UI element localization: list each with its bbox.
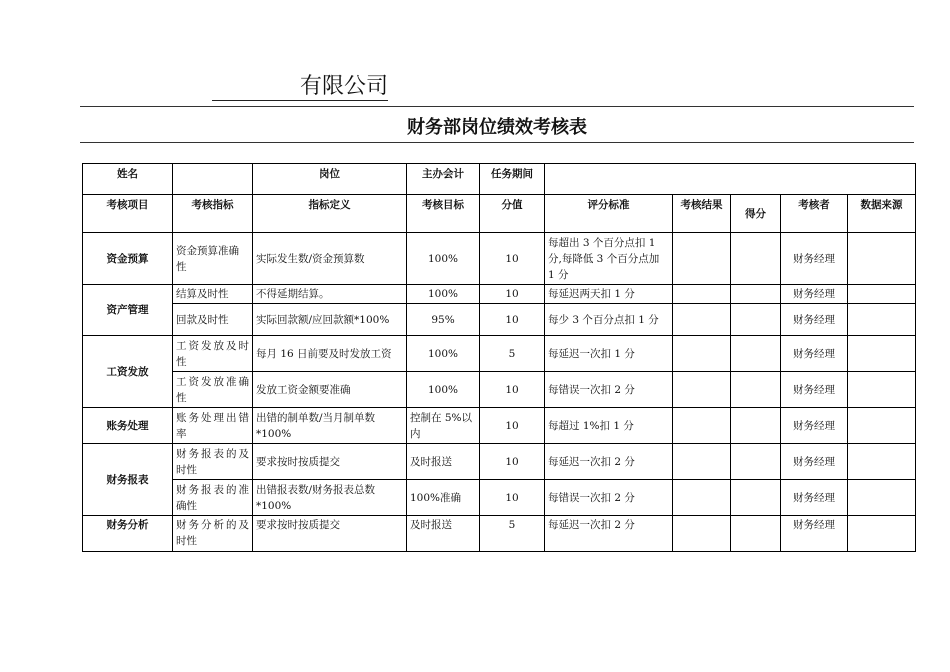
criteria-cell: 每延迟两天扣 1 分 bbox=[545, 285, 673, 304]
source-cell[interactable] bbox=[848, 516, 916, 552]
indicator-cell: 账务处理出错率 bbox=[173, 408, 253, 444]
assessor-cell: 财务经理 bbox=[781, 285, 848, 304]
col-result: 考核结果 bbox=[673, 195, 731, 233]
score-cell[interactable] bbox=[731, 233, 781, 285]
category-cell: 财务报表 bbox=[83, 444, 173, 516]
criteria-cell: 每超过 1%扣 1 分 bbox=[545, 408, 673, 444]
criteria-cell: 每少 3 个百分点扣 1 分 bbox=[545, 304, 673, 336]
assessor-cell: 财务经理 bbox=[781, 304, 848, 336]
definition-cell: 要求按时按质提交 bbox=[253, 516, 407, 552]
value-cell: 10 bbox=[480, 285, 545, 304]
col-target: 考核目标 bbox=[407, 195, 480, 233]
col-score-value: 分值 bbox=[480, 195, 545, 233]
value-cell: 10 bbox=[480, 408, 545, 444]
score-cell[interactable] bbox=[731, 336, 781, 372]
source-cell[interactable] bbox=[848, 233, 916, 285]
source-cell[interactable] bbox=[848, 408, 916, 444]
source-cell[interactable] bbox=[848, 304, 916, 336]
table-row bbox=[83, 336, 916, 372]
source-cell[interactable] bbox=[848, 480, 916, 516]
criteria-cell: 每错误一次扣 2 分 bbox=[545, 372, 673, 408]
col-definition: 指标定义 bbox=[253, 195, 407, 233]
definition-cell: 出错的制单数/当月制单数*100% bbox=[253, 408, 407, 444]
criteria-cell: 每延迟一次扣 2 分 bbox=[545, 516, 673, 552]
indicator-cell: 财务分析的及时性 bbox=[173, 516, 253, 552]
indicator-cell: 结算及时性 bbox=[173, 285, 253, 304]
category-cell: 财务分析 bbox=[83, 516, 173, 552]
source-cell[interactable] bbox=[848, 285, 916, 304]
score-cell[interactable] bbox=[731, 304, 781, 336]
indicator-cell: 财务报表的及时性 bbox=[173, 444, 253, 480]
value-cell: 10 bbox=[480, 233, 545, 285]
category-cell: 资产管理 bbox=[83, 285, 173, 336]
assessment-table bbox=[82, 163, 916, 552]
source-cell[interactable] bbox=[848, 372, 916, 408]
target-cell: 及时报送 bbox=[407, 444, 480, 480]
score-cell[interactable] bbox=[731, 444, 781, 480]
definition-cell: 每月 16 日前要及时发放工资 bbox=[253, 336, 407, 372]
info-row bbox=[83, 164, 916, 195]
target-cell: 及时报送 bbox=[407, 516, 480, 552]
value-cell: 10 bbox=[480, 372, 545, 408]
target-cell: 控制在 5%以内 bbox=[407, 408, 480, 444]
score-cell[interactable] bbox=[731, 480, 781, 516]
table-row bbox=[83, 372, 916, 408]
position-value: 主办会计 bbox=[407, 164, 480, 195]
result-cell[interactable] bbox=[673, 372, 731, 408]
value-cell: 10 bbox=[480, 480, 545, 516]
target-cell: 100% bbox=[407, 233, 480, 285]
top-divider bbox=[80, 106, 914, 107]
value-cell: 10 bbox=[480, 444, 545, 480]
assessor-cell: 财务经理 bbox=[781, 516, 848, 552]
result-cell[interactable] bbox=[673, 444, 731, 480]
table-row bbox=[83, 304, 916, 336]
definition-cell: 不得延期结算。 bbox=[253, 285, 407, 304]
result-cell[interactable] bbox=[673, 285, 731, 304]
source-cell[interactable] bbox=[848, 336, 916, 372]
target-cell: 100%准确 bbox=[407, 480, 480, 516]
period-label: 任务期间 bbox=[480, 164, 545, 195]
table-row bbox=[83, 233, 916, 285]
name-value[interactable] bbox=[173, 164, 253, 195]
criteria-cell: 每延迟一次扣 1 分 bbox=[545, 336, 673, 372]
indicator-cell: 工资发放及时性 bbox=[173, 336, 253, 372]
result-cell[interactable] bbox=[673, 336, 731, 372]
score-cell[interactable] bbox=[731, 372, 781, 408]
criteria-cell: 每延迟一次扣 2 分 bbox=[545, 444, 673, 480]
category-cell: 账务处理 bbox=[83, 408, 173, 444]
company-name: 有限公司 bbox=[212, 70, 388, 101]
assessor-cell: 财务经理 bbox=[781, 372, 848, 408]
position-label: 岗位 bbox=[253, 164, 407, 195]
value-cell: 10 bbox=[480, 304, 545, 336]
result-cell[interactable] bbox=[673, 516, 731, 552]
assessor-cell: 财务经理 bbox=[781, 480, 848, 516]
assessor-cell: 财务经理 bbox=[781, 408, 848, 444]
value-cell: 5 bbox=[480, 336, 545, 372]
table-row bbox=[83, 408, 916, 444]
table-row bbox=[83, 285, 916, 304]
col-assessor: 考核者 bbox=[781, 195, 848, 233]
category-cell: 工资发放 bbox=[83, 336, 173, 408]
result-cell[interactable] bbox=[673, 408, 731, 444]
value-cell: 5 bbox=[480, 516, 545, 552]
category-cell: 资金预算 bbox=[83, 233, 173, 285]
definition-cell: 要求按时按质提交 bbox=[253, 444, 407, 480]
score-cell[interactable] bbox=[731, 285, 781, 304]
definition-cell: 实际发生数/资金预算数 bbox=[253, 233, 407, 285]
definition-cell: 出错报表数/财务报表总数*100% bbox=[253, 480, 407, 516]
indicator-cell: 财务报表的准确性 bbox=[173, 480, 253, 516]
col-source: 数据来源 bbox=[848, 195, 916, 233]
name-label: 姓名 bbox=[83, 164, 173, 195]
page-title: 财务部岗位绩效考核表 bbox=[407, 117, 587, 138]
definition-cell: 实际回款额/应回款额*100% bbox=[253, 304, 407, 336]
col-item: 考核项目 bbox=[83, 195, 173, 233]
score-cell[interactable] bbox=[731, 516, 781, 552]
table-row bbox=[83, 480, 916, 516]
assessor-cell: 财务经理 bbox=[781, 336, 848, 372]
criteria-cell: 每超出 3 个百分点扣 1 分,每降低 3 个百分点加 1 分 bbox=[545, 233, 673, 285]
score-cell[interactable] bbox=[731, 408, 781, 444]
title-divider bbox=[80, 142, 914, 143]
target-cell: 100% bbox=[407, 372, 480, 408]
assessor-cell: 财务经理 bbox=[781, 233, 848, 285]
result-cell[interactable] bbox=[673, 480, 731, 516]
period-value[interactable] bbox=[545, 164, 916, 195]
indicator-cell: 回款及时性 bbox=[173, 304, 253, 336]
result-cell[interactable] bbox=[673, 304, 731, 336]
table-row bbox=[83, 444, 916, 480]
definition-cell: 发放工资金额要准确 bbox=[253, 372, 407, 408]
col-indicator: 考核指标 bbox=[173, 195, 253, 233]
indicator-cell: 资金预算准确性 bbox=[173, 233, 253, 285]
source-cell[interactable] bbox=[848, 444, 916, 480]
assessor-cell: 财务经理 bbox=[781, 444, 848, 480]
criteria-cell: 每错误一次扣 2 分 bbox=[545, 480, 673, 516]
result-cell[interactable] bbox=[673, 233, 731, 285]
target-cell: 100% bbox=[407, 336, 480, 372]
indicator-cell: 工资发放准确性 bbox=[173, 372, 253, 408]
col-criteria: 评分标准 bbox=[545, 195, 673, 233]
table-row bbox=[83, 516, 916, 552]
target-cell: 100% bbox=[407, 285, 480, 304]
target-cell: 95% bbox=[407, 304, 480, 336]
col-score: 得分 bbox=[731, 195, 781, 233]
column-header-row bbox=[83, 195, 916, 233]
